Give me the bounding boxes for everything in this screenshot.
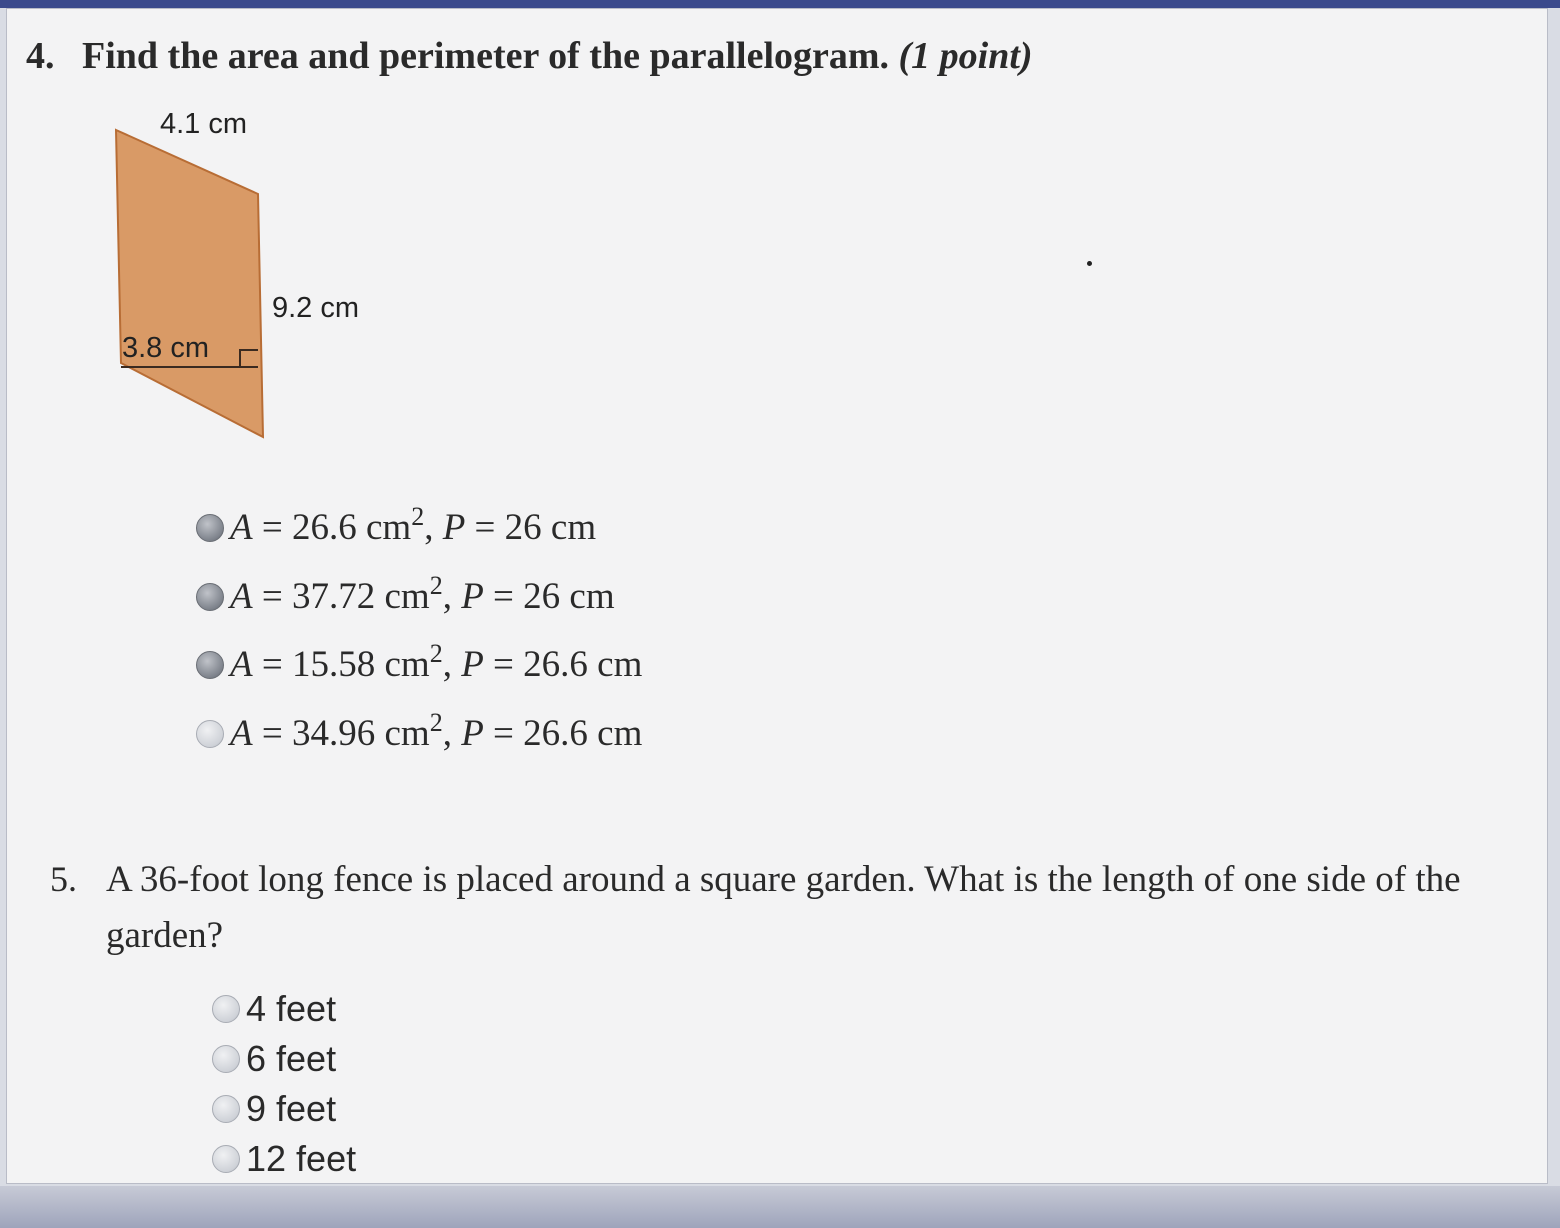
q4-option-1[interactable] — [196, 502, 597, 549]
question-4-number: 4. — [26, 35, 55, 77]
q4-option-4[interactable] — [196, 708, 643, 755]
option-text: 12 feet — [246, 1138, 357, 1179]
question-5-number: 5. — [50, 859, 77, 899]
window-top-bar — [0, 0, 1560, 8]
radio-button-icon[interactable] — [212, 995, 240, 1023]
radio-button-icon[interactable] — [196, 583, 224, 611]
q4-option-2[interactable] — [196, 571, 615, 618]
option-text: 6 feet — [246, 1038, 337, 1079]
radio-button-icon[interactable] — [212, 1095, 240, 1123]
radio-button-icon[interactable] — [196, 720, 224, 748]
question-5-text: A 36-foot long fence is placed around a square garden. What is the length of one side of the garden? — [106, 859, 1461, 956]
q5-option-2[interactable] — [212, 1038, 336, 1080]
q4-option-3[interactable] — [196, 639, 643, 686]
bottom-border — [0, 1186, 1560, 1228]
question-4-text — [82, 34, 1033, 78]
option-text: A = 34.96 $cm^2$, P = 26.6 cm — [230, 708, 643, 754]
option-text: A = 37.72 $cm^2$, P = 26 cm — [230, 571, 615, 617]
option-text: A = 15.58 $cm^2$, P = 26.6 cm — [230, 639, 643, 685]
radio-button-icon[interactable] — [212, 1045, 240, 1073]
question-4-prompt: Find the area and perimeter of the parallelogram. — [82, 35, 890, 77]
parallelogram-shape — [116, 130, 263, 437]
question-4-points: (1 point) — [898, 35, 1033, 77]
q5-option-3[interactable] — [212, 1088, 336, 1130]
option-text: 9 feet — [246, 1088, 337, 1129]
stray-dot — [1087, 261, 1092, 266]
option-text: A = 26.6 $cm^2$, P = 26 cm — [230, 502, 597, 548]
q5-option-4[interactable] — [212, 1138, 356, 1180]
q5-option-1[interactable] — [212, 988, 336, 1030]
top-side-label: 4.1 cm — [160, 108, 248, 140]
option-text: 4 feet — [246, 988, 337, 1029]
slant-side-label: 9.2 cm — [272, 292, 360, 324]
parallelogram-figure — [110, 100, 410, 450]
radio-button-icon[interactable] — [196, 514, 224, 542]
height-label: 3.8 cm — [122, 332, 210, 364]
radio-button-icon[interactable] — [212, 1145, 240, 1173]
radio-button-icon[interactable] — [196, 651, 224, 679]
